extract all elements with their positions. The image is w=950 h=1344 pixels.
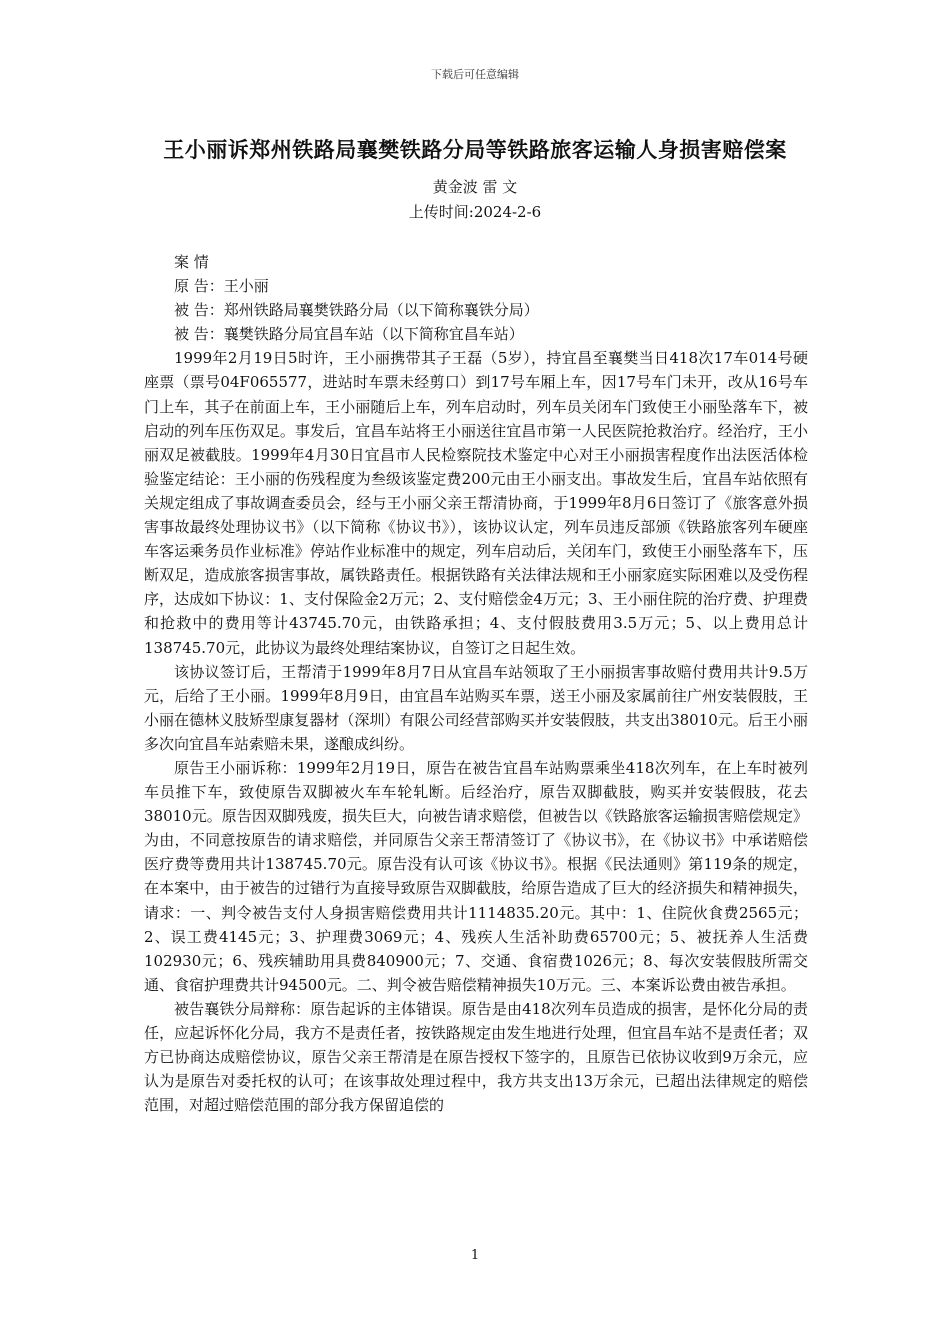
party-defendant-2: 被 告：襄樊铁路分局宜昌车站（以下简称宜昌车站）: [174, 325, 524, 344]
page-number: 1: [470, 1248, 480, 1263]
paragraph: 1999年2月19日5时许，王小丽携带其子王磊（5岁），持宜昌至襄樊当日418次17车014号硬座票（票号04F065577，进站时车票未经剪口）到17号车厢上车，因17号车门未开，改从16号车门上车，其子在前面上车，王小丽随后上车，列车启动时，列车员关闭车门致使王小丽坠落车下，被启动的列车压伤双足。事发后，宜昌车站将王小丽送往宜昌市第一人民医院抢救治疗。经治疗，王小丽双足被截肢。1999年4月30日宜昌市人民检察院技术鉴定中心对王小丽损害程度作出法医活体检验鉴定结论：王小丽的伤残程度为叁级该鉴定费200元由王小丽支出。事故发生后，宜昌车站依照有关规定组成了事故调查委员会，经与王小丽父亲王帮清协商，于1999年8月6日签订了《旅客意外损害事故最终处理协议书》（以下简称《协议书》），该协议认定，列车员违反部颁《铁路旅客列车硬座车客运乘务员作业标准》停站作业标准中的规定，列车启动后，关闭车门，致使王小丽坠落车下，压断双足，造成旅客损害事故，属铁路责任。根据铁路有关法律法规和王小丽家庭实际困难以及受伤程序，达成如下协议：1、支付保险金2万元；2、支付赔偿金4万元；3、王小丽住院的治疗费、护理费和抢救中的费用等计43745.70元，由铁路承担；4、支付假肢费用3.5万元；5、以上费用总计138745.70元，此协议为最终处理结案协议，自签订之日起生效。: [144, 349, 808, 657]
party-defendant-1: 被 告：郑州铁路局襄樊铁路分局（以下简称襄铁分局）: [174, 301, 539, 320]
header-note: 下载后可任意编辑: [431, 68, 519, 81]
document-body: [144, 250, 808, 1117]
paragraph: 该协议签订后，王帮清于1999年8月7日从宜昌车站领取了王小丽损害事故赔付费用共计9.5万元，后给了王小丽。1999年8月9日，由宜昌车站购买车票，送王小丽及家属前往广州安装假肢，王小丽在德林义肢矫型康复器材（深圳）有限公司经营部购买并安装假肢，共支出38010元。后王小丽多次向宜昌车站索赔未果，遂酿成纠纷。: [144, 662, 808, 753]
authors: 黄金波 雷 文: [432, 178, 518, 196]
party-plaintiff: 原 告：王小丽: [174, 277, 269, 296]
document-title: 王小丽诉郑州铁路局襄樊铁路分局等铁路旅客运输人身损害赔偿案: [163, 137, 787, 162]
paragraph: 原告王小丽诉称：1999年2月19日，原告在被告宜昌车站购票乘坐418次列车，在上车时被列车员推下车，致使原告双脚被火车车轮轧断。后经治疗，原告双脚截肢，购买并安装假肢，花去38010元。原告因双脚残废，损失巨大，向被告请求赔偿，但被告以《铁路旅客运输损害赔偿规定》为由，不同意按原告的请求赔偿，并同原告父亲王帮清签订了《协议书》，在《协议书》中承诺赔偿医疗费等费用共计138745.70元。原告没有认可该《协议书》。根据《民法通则》第119条的规定，在本案中，由于被告的过错行为直接导致原告双脚截肢，给原告造成了巨大的经济损失和精神损失，请求：一、判令被告支付人身损害赔偿费用共计1114835.20元。其中：1、住院伙食费2565元；2、误工费4145元；3、护理费3069元；4、残疾人生活补助费65700元；5、被抚养人生活费102930元；6、残疾辅助用具费840900元；7、交通、食宿费1026元；8、每次安装假肢所需交通、食宿护理费共计94500元。二、判令被告赔偿精神损失10万元。三、本案诉讼费由被告承担。: [144, 758, 808, 994]
upload-time: 上传时间:2024-2-6: [408, 203, 542, 221]
paragraph: 被告襄铁分局辩称：原告起诉的主体错误。原告是由418次列车员造成的损害，是怀化分局的责任，应起诉怀化分局，我方不是责任者，按铁路规定由发生地进行处理，但宜昌车站不是责任者；双方已协商达成赔偿协议，原告父亲王帮清是在原告授权下签字的，且原告已依协议收到9万余元，应认为是原告对委托权的认可；在该事故处理过程中，我方共支出13万余元，已超出法律规定的赔偿范围，对超过赔偿范围的部分我方保留追偿的: [144, 999, 808, 1115]
section-heading: 案 情: [174, 253, 209, 271]
